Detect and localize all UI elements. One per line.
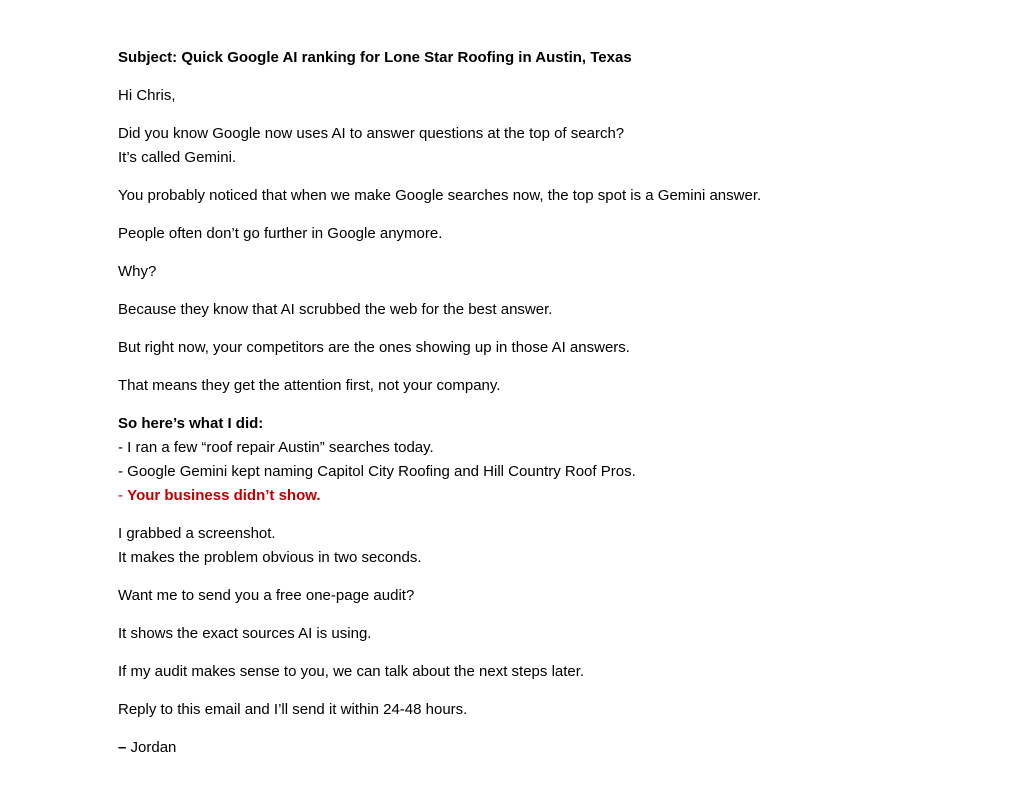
screenshot-paragraph bbox=[118, 522, 953, 570]
findings-block-segment: - bbox=[118, 487, 128, 504]
findings-block-segment: Your business didn’t show. bbox=[127, 487, 321, 504]
reason-paragraph bbox=[118, 298, 953, 322]
greeting bbox=[118, 84, 953, 108]
signature-segment: – bbox=[118, 739, 131, 756]
intro-paragraph bbox=[118, 122, 953, 170]
attention-paragraph bbox=[118, 374, 953, 398]
audit-offer-paragraph-segment: Want me to send you a free one-page audit? bbox=[118, 587, 415, 604]
why-paragraph-segment: Why? bbox=[118, 263, 157, 280]
screenshot-paragraph-segment: I grabbed a screenshot. bbox=[118, 525, 276, 542]
intro-paragraph-segment: It’s called Gemini. bbox=[118, 149, 237, 166]
reply-paragraph-segment: Reply to this email and I’ll send it within 24-48 hours. bbox=[118, 701, 468, 718]
behavior-paragraph bbox=[118, 222, 953, 246]
greeting-segment: Hi Chris, bbox=[118, 87, 176, 104]
signature bbox=[118, 736, 953, 760]
why-paragraph bbox=[118, 260, 953, 284]
signature-segment: Jordan bbox=[130, 739, 177, 756]
observation-paragraph-segment: You probably noticed that when we make Google searches now, the top spot is a Gemini answer. bbox=[118, 187, 762, 204]
findings-block-segment: - Google Gemini kept naming Capitol City Roofing and Hill Country Roof Pros. bbox=[118, 463, 636, 480]
subject-line-segment: Subject: Quick Google AI ranking for Lone Star Roofing in Austin, Texas bbox=[118, 49, 632, 66]
competitors-paragraph-segment: But right now, your competitors are the ones showing up in those AI answers. bbox=[118, 339, 630, 356]
competitors-paragraph bbox=[118, 336, 953, 360]
next-steps-paragraph bbox=[118, 660, 953, 684]
audit-offer-paragraph bbox=[118, 584, 953, 608]
reply-paragraph bbox=[118, 698, 953, 722]
findings-block-segment: - I ran a few “roof repair Austin” searches today. bbox=[118, 439, 434, 456]
next-steps-paragraph-segment: If my audit makes sense to you, we can talk about the next steps later. bbox=[118, 663, 585, 680]
reason-paragraph-segment: Because they know that AI scrubbed the web for the best answer. bbox=[118, 301, 553, 318]
findings-block-segment: So here’s what I did: bbox=[118, 415, 264, 432]
attention-paragraph-segment: That means they get the attention first, not your company. bbox=[118, 377, 501, 394]
findings-block bbox=[118, 412, 953, 508]
audit-detail-paragraph-segment: It shows the exact sources AI is using. bbox=[118, 625, 372, 642]
screenshot-paragraph-segment: It makes the problem obvious in two seconds. bbox=[118, 549, 422, 566]
behavior-paragraph-segment: People often don’t go further in Google anymore. bbox=[118, 225, 443, 242]
subject-line bbox=[118, 46, 953, 70]
audit-detail-paragraph bbox=[118, 622, 953, 646]
intro-paragraph-segment: Did you know Google now uses AI to answer questions at the top of search? bbox=[118, 125, 625, 142]
observation-paragraph bbox=[118, 184, 953, 208]
